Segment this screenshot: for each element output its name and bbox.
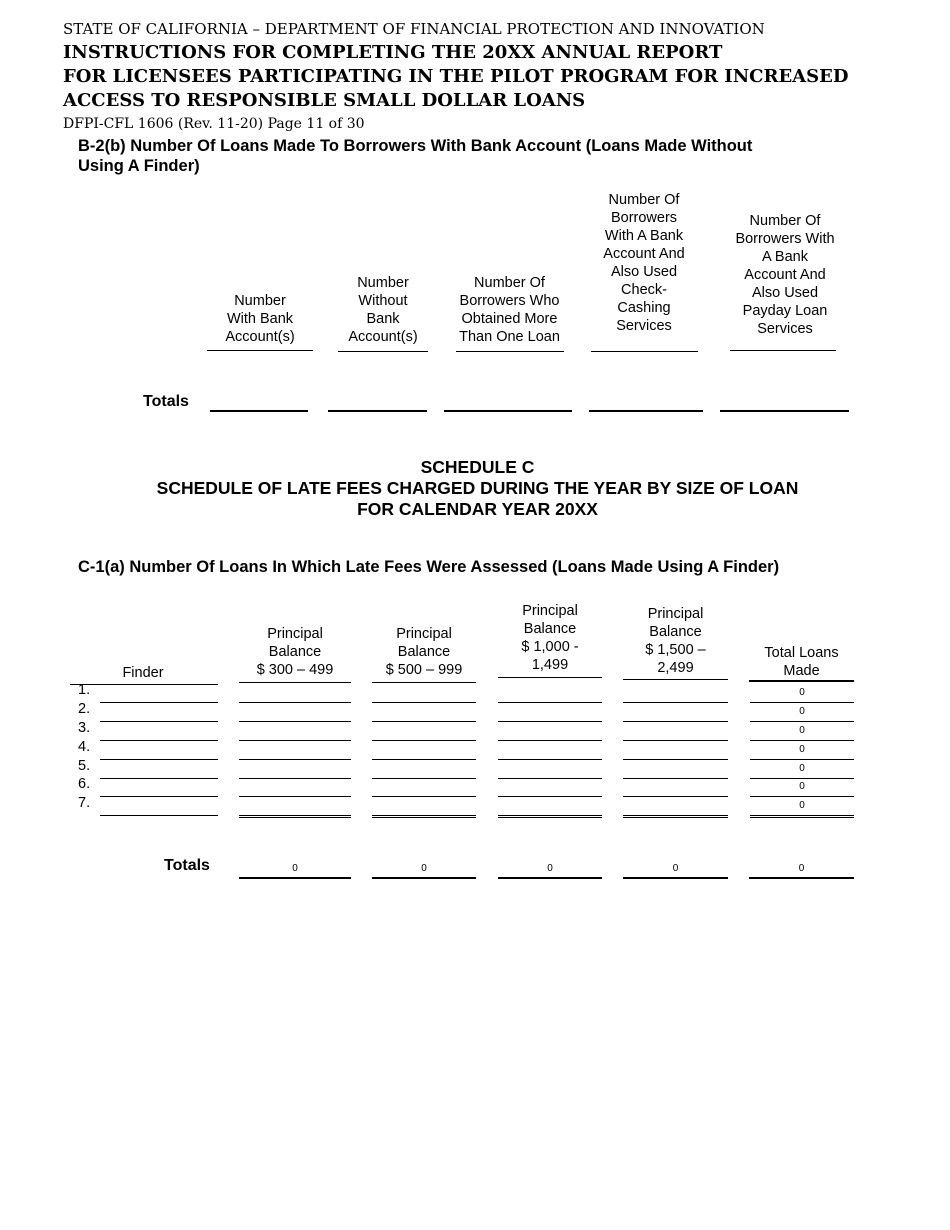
form-id: DFPI-CFL 1606 (Rev. 11-20) Page 11 of 30 bbox=[63, 116, 365, 132]
balance-field[interactable] bbox=[372, 815, 476, 818]
balance-field[interactable] bbox=[498, 721, 602, 722]
b2b-col-check-cashing: Number Of Borrowers With A Bank Account And Also Used Check- Cashing Services bbox=[603, 192, 685, 334]
balance-field[interactable] bbox=[498, 796, 602, 797]
b2b-total-field[interactable] bbox=[589, 410, 703, 412]
row-number: 3. bbox=[78, 720, 91, 736]
b2b-total-field[interactable] bbox=[720, 410, 849, 412]
row-number: 2. bbox=[78, 701, 91, 717]
b2b-col-payday: Number Of Borrowers With A Bank Account And Also Used Payday Loan Services bbox=[735, 213, 835, 337]
c1a-total-300-499: 0 bbox=[292, 863, 298, 874]
balance-field[interactable] bbox=[498, 702, 602, 703]
c1a-col-underline bbox=[623, 679, 728, 680]
balance-field[interactable] bbox=[239, 778, 351, 779]
row-total-field[interactable] bbox=[750, 759, 854, 760]
row-number: 1. bbox=[78, 682, 91, 698]
c1a-total-field[interactable] bbox=[498, 877, 602, 879]
row-number: 4. bbox=[78, 739, 91, 755]
balance-field[interactable] bbox=[623, 796, 728, 797]
c1a-col-underline bbox=[70, 684, 218, 685]
schedule-title: SCHEDULE C bbox=[420, 457, 535, 477]
b2b-col-underline bbox=[338, 351, 428, 352]
balance-field[interactable] bbox=[623, 778, 728, 779]
report-title-line-2: FOR LICENSEES PARTICIPATING IN THE PILOT PROGRAM FOR INCREASED bbox=[63, 66, 849, 87]
finder-name-field[interactable] bbox=[100, 815, 218, 816]
c1a-col-underline bbox=[239, 682, 351, 683]
c1a-col-underline bbox=[372, 682, 476, 683]
b2b-totals-label: Totals bbox=[143, 393, 189, 410]
b2b-heading: B-2(b) Number Of Loans Made To Borrowers With Bank Account (Loans Made Without Using A Finder) bbox=[78, 137, 753, 175]
b2b-col-without-bank: Number Without Bank Account(s) bbox=[348, 275, 418, 345]
c1a-total-1500-2499: 0 bbox=[672, 863, 679, 874]
finder-name-field[interactable] bbox=[100, 702, 218, 703]
row-number: 5. bbox=[78, 758, 91, 774]
balance-field[interactable] bbox=[623, 740, 728, 741]
c1a-col-500-999: Principal Balance $ 500 – 999 bbox=[385, 626, 463, 678]
row-total-value: 0 bbox=[799, 725, 805, 736]
balance-field[interactable] bbox=[498, 740, 602, 741]
finder-name-field[interactable] bbox=[100, 778, 218, 779]
report-title-line-3: ACCESS TO RESPONSIBLE SMALL DOLLAR LOANS bbox=[63, 90, 586, 111]
balance-field[interactable] bbox=[623, 721, 728, 722]
row-total-field[interactable] bbox=[750, 721, 854, 722]
c1a-heading: C-1(a) Number Of Loans In Which Late Fees Were Assessed (Loans Made Using A Finder) bbox=[78, 558, 780, 576]
b2b-total-field[interactable] bbox=[210, 410, 308, 412]
balance-field[interactable] bbox=[372, 759, 476, 760]
c1a-col-underline bbox=[749, 680, 854, 682]
c1a-total-loans-made: 0 bbox=[798, 863, 805, 874]
finder-name-field[interactable] bbox=[100, 796, 218, 797]
row-total-value: 0 bbox=[799, 706, 805, 717]
row-total-field[interactable] bbox=[750, 740, 854, 741]
finder-name-field[interactable] bbox=[100, 740, 218, 741]
agency-line: STATE OF CALIFORNIA – DEPARTMENT OF FINANCIAL PROTECTION AND INNOVATION bbox=[63, 20, 765, 38]
b2b-total-field[interactable] bbox=[444, 410, 572, 412]
row-total-value: 0 bbox=[799, 781, 805, 792]
c1a-col-finder: Finder bbox=[122, 665, 164, 681]
balance-field[interactable] bbox=[623, 815, 728, 818]
row-total-value: 0 bbox=[799, 744, 805, 755]
b2b-col-underline bbox=[207, 350, 313, 351]
row-total-field[interactable] bbox=[750, 815, 854, 818]
c1a-total-field[interactable] bbox=[239, 877, 351, 879]
finder-name-field[interactable] bbox=[100, 759, 218, 760]
c1a-col-1500-2499: Principal Balance $ 1,500 – 2,499 bbox=[645, 606, 706, 676]
balance-field[interactable] bbox=[239, 721, 351, 722]
balance-field[interactable] bbox=[623, 759, 728, 760]
c1a-total-field[interactable] bbox=[372, 877, 476, 879]
b2b-total-field[interactable] bbox=[328, 410, 427, 412]
balance-field[interactable] bbox=[498, 778, 602, 779]
b2b-col-underline bbox=[591, 351, 698, 352]
c1a-total-500-999: 0 bbox=[421, 863, 427, 874]
row-total-value: 0 bbox=[799, 687, 805, 698]
schedule-period: FOR CALENDAR YEAR 20XX bbox=[357, 499, 598, 519]
c1a-total-field[interactable] bbox=[749, 877, 854, 879]
row-total-value: 0 bbox=[799, 763, 805, 774]
c1a-total-1000-1499: 0 bbox=[547, 863, 553, 874]
finder-name-field[interactable] bbox=[100, 721, 218, 722]
report-title-line-1: INSTRUCTIONS FOR COMPLETING THE 20XX ANNUAL REPORT bbox=[63, 42, 723, 63]
row-total-field[interactable] bbox=[750, 796, 854, 797]
c1a-col-1000-1499: Principal Balance $ 1,000 - 1,499 bbox=[521, 603, 579, 673]
row-number: 6. bbox=[78, 776, 91, 792]
balance-field[interactable] bbox=[372, 778, 476, 779]
c1a-col-total-loans: Total Loans Made bbox=[764, 645, 839, 679]
b2b-col-more-than-one-loan: Number Of Borrowers Who Obtained More Than One Loan bbox=[459, 275, 560, 345]
row-total-field[interactable] bbox=[750, 702, 854, 703]
row-number: 7. bbox=[78, 795, 91, 811]
balance-field[interactable] bbox=[372, 740, 476, 741]
c1a-total-field[interactable] bbox=[623, 877, 728, 879]
balance-field[interactable] bbox=[623, 702, 728, 703]
balance-field[interactable] bbox=[239, 702, 351, 703]
schedule-subtitle: SCHEDULE OF LATE FEES CHARGED DURING THE YEAR BY SIZE OF LOAN bbox=[156, 478, 799, 498]
b2b-col-underline bbox=[456, 351, 564, 352]
balance-field[interactable] bbox=[239, 759, 351, 760]
row-total-value: 0 bbox=[799, 800, 805, 811]
balance-field[interactable] bbox=[498, 815, 602, 818]
row-total-field[interactable] bbox=[750, 778, 854, 779]
balance-field[interactable] bbox=[372, 796, 476, 797]
balance-field[interactable] bbox=[372, 721, 476, 722]
b2b-col-with-bank: Number With Bank Account(s) bbox=[225, 293, 295, 345]
c1a-col-underline bbox=[498, 677, 602, 678]
balance-field[interactable] bbox=[239, 796, 351, 797]
balance-field[interactable] bbox=[498, 759, 602, 760]
balance-field[interactable] bbox=[372, 702, 476, 703]
balance-field[interactable] bbox=[239, 740, 351, 741]
balance-field[interactable] bbox=[239, 815, 351, 818]
c1a-totals-label: Totals bbox=[164, 857, 210, 874]
b2b-col-underline bbox=[730, 350, 836, 351]
c1a-col-300-499: Principal Balance $ 300 – 499 bbox=[256, 626, 334, 678]
